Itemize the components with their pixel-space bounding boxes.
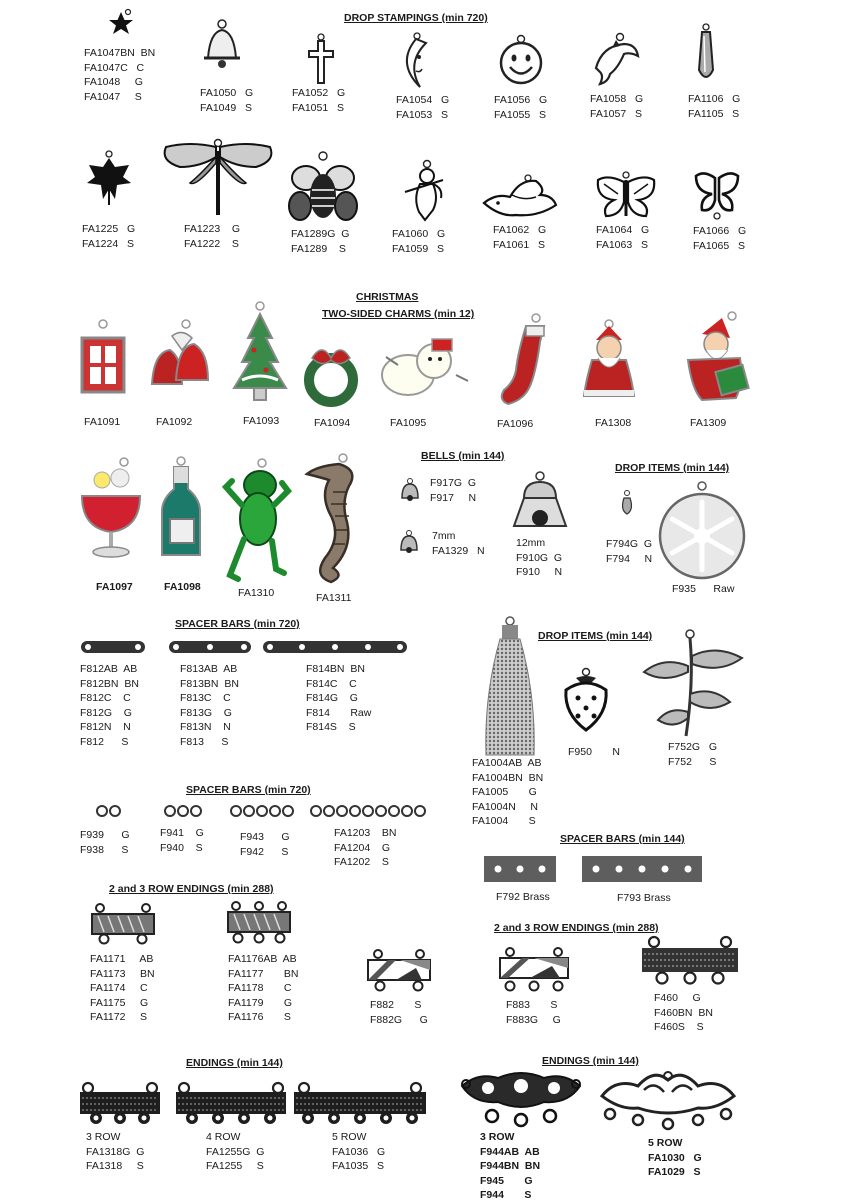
spacer-bar-5-hole-image	[262, 640, 408, 654]
textured-three-row-ending-image	[640, 934, 740, 988]
heading-spacer-bars-2: SPACER BARS (min 720)	[186, 784, 311, 796]
wreath-charm-image	[304, 338, 358, 408]
item-label: FA1054 G FA1053 S	[396, 94, 450, 121]
star-charm-image	[106, 8, 136, 38]
heading-drop-stampings: DROP STAMPINGS (min 720)	[344, 12, 488, 24]
item-label: FA1060 G FA1059 S	[392, 228, 446, 255]
item-label: FA1056 G FA1055 S	[494, 94, 548, 121]
item-label: FA1097	[96, 581, 133, 593]
butterfly-charm-image	[594, 170, 658, 220]
heading-two-sided-charms: TWO-SIDED CHARMS (min 12)	[322, 308, 475, 320]
item-label: FA1309	[690, 417, 727, 429]
item-label: FA1203 BN FA1204 G FA1202 S	[334, 827, 397, 868]
item-label: FA1092	[156, 416, 193, 428]
santa-gift-charm-image	[678, 310, 750, 406]
teardrop-charm-image	[693, 22, 719, 86]
item-label: FA1308	[595, 417, 632, 429]
moon-charm-image	[402, 31, 442, 91]
spacer-bar-2-hole-image	[80, 640, 146, 654]
item-label: F752G G F752 S	[668, 741, 718, 768]
small-bell-image-2	[397, 530, 421, 554]
heading-endings-2: ENDINGS (min 144)	[542, 1055, 639, 1067]
bell-charm-image	[198, 18, 246, 70]
heading-drop-items-2: DROP ITEMS (min 144)	[538, 630, 653, 642]
item-label: F935 Raw	[672, 583, 735, 595]
cross-charm-image	[306, 33, 336, 85]
ring-spacer-5-image	[228, 804, 298, 818]
item-label: FA1052 G FA1051 S	[292, 87, 346, 114]
item-label: FA1094	[314, 417, 351, 429]
item-label: FA1047BN BN FA1047C C FA1048 G FA1047 S	[84, 47, 156, 103]
item-label: F939 G F938 S	[80, 829, 130, 856]
four-row-ending-bar-image	[176, 1080, 286, 1126]
dragonfly-charm-image	[160, 137, 276, 217]
item-label: F460 G F460BN BN F460S S	[654, 992, 713, 1033]
snowflake-disc-image	[656, 480, 748, 582]
heading-bells: BELLS (min 144)	[421, 450, 505, 462]
item-label: F813AB AB F813BN BN F813C C F813G G F813N N F813 S	[180, 663, 239, 748]
ring-spacer-3-image	[162, 804, 206, 818]
leaf-charm-image	[85, 149, 135, 207]
item-label: FA1225 G FA1224 S	[82, 223, 136, 250]
item-label: F882 S F882G G	[370, 999, 428, 1026]
strawberry-charm-image	[560, 668, 612, 734]
item-label: FA1289G G FA1289 S	[291, 228, 350, 255]
item-label: FA1066 G FA1065 S	[693, 225, 747, 252]
heading-drop-items-1: DROP ITEMS (min 144)	[615, 462, 730, 474]
filigree-five-row-ending-image	[598, 1068, 738, 1132]
smiley-charm-image	[498, 34, 544, 86]
item-label: FA1098	[164, 581, 201, 593]
three-row-ending-bar-image	[80, 1080, 160, 1126]
item-label: F794G G F794 N	[606, 538, 653, 565]
item-label: F950 N	[568, 746, 620, 758]
item-label: FA1062 G FA1061 S	[493, 224, 547, 251]
holly-branch-charm-image	[642, 626, 744, 740]
item-label: F792 Brass	[496, 891, 550, 903]
item-label: FA1058 G FA1057 S	[590, 93, 644, 120]
bee-charm-image	[288, 150, 358, 226]
item-label: FA1223 G FA1222 S	[184, 223, 241, 250]
heading-spacer-bars-1: SPACER BARS (min 720)	[175, 618, 300, 630]
heading-row-endings-1: 2 and 3 ROW ENDINGS (min 288)	[109, 883, 274, 895]
item-label: F883 S F883G G	[506, 999, 561, 1026]
dolphin-charm-image	[590, 32, 642, 88]
frog-charm-image	[222, 457, 292, 583]
item-label: 7mm FA1329 N	[432, 530, 485, 557]
large-bell-image	[510, 470, 570, 536]
butterfly-outline-charm-image	[692, 168, 742, 220]
five-row-ending-bar-image	[294, 1080, 426, 1126]
heading-endings-1: ENDINGS (min 144)	[186, 1057, 283, 1069]
item-label: 5 ROW FA1036 G FA1035 S	[332, 1131, 386, 1172]
item-label: FA1096	[497, 418, 534, 430]
gift-box-charm-image	[78, 318, 128, 396]
item-label: F917G G F917 N	[430, 477, 477, 504]
ring-spacer-9-image	[308, 804, 432, 818]
heading-christmas: CHRISTMAS	[356, 291, 419, 303]
item-label: FA1004AB AB FA1004BN BN FA1005 G FA1004N N FA1004 S	[472, 757, 544, 827]
three-row-ending-image	[226, 900, 292, 946]
geometric-ending-image	[366, 948, 432, 992]
item-label: FA1093	[243, 415, 280, 427]
christmas-tree-charm-image	[228, 300, 292, 408]
small-drop-image	[620, 490, 634, 516]
item-label: 5 ROW FA1030 G FA1029 S	[648, 1137, 702, 1178]
geometric-three-row-ending-image	[498, 946, 570, 994]
seahorse-charm-image	[303, 452, 365, 588]
heading-spacer-bars-3: SPACER BARS (min 144)	[560, 833, 685, 845]
stocking-charm-image	[496, 312, 550, 412]
item-label: FA1095	[390, 417, 427, 429]
item-label: FA1064 G FA1063 S	[596, 224, 650, 251]
item-label: F812AB AB F812BN BN F812C C F812G G F812N N F812 S	[80, 663, 139, 748]
christmas-bells-charm-image	[146, 318, 212, 394]
santa-sitting-charm-image	[578, 318, 640, 402]
item-label: F941 G F940 S	[160, 827, 204, 854]
snowman-charm-image	[378, 335, 472, 399]
brass-spacer-3-image	[484, 856, 556, 882]
item-label: F943 G F942 S	[240, 831, 290, 858]
filigree-three-row-ending-image	[458, 1068, 584, 1130]
champagne-bottle-charm-image	[158, 455, 204, 559]
item-label: F793 Brass	[617, 892, 671, 904]
item-label: F814BN BN F814C C F814G G F814 Raw F814S S	[306, 663, 372, 733]
item-label: 3 ROW F944AB AB F944BN BN F945 G F944 S	[480, 1131, 541, 1201]
cupid-charm-image	[403, 158, 445, 222]
item-label: 12mm F910G G F910 N	[516, 537, 563, 578]
item-label: FA1091	[84, 416, 121, 428]
item-label: 4 ROW FA1255G G FA1255 S	[206, 1131, 265, 1172]
item-label: FA1106 G FA1105 S	[688, 93, 741, 120]
cocktail-glass-charm-image	[78, 456, 144, 560]
spacer-bar-3-hole-image	[168, 640, 252, 654]
ring-spacer-2-image	[94, 804, 124, 818]
small-bell-image-1	[398, 478, 422, 502]
item-label: FA1050 G FA1049 S	[200, 87, 254, 114]
item-label: 3 ROW FA1318G G FA1318 S	[86, 1131, 145, 1172]
item-label: FA1171 AB FA1173 BN FA1174 C FA1175 G FA1172 S	[90, 953, 155, 1023]
heading-row-endings-2: 2 and 3 ROW ENDINGS (min 288)	[494, 922, 659, 934]
mesh-tassel-image	[480, 615, 540, 759]
item-label: FA1176AB AB FA1177 BN FA1178 C FA1179 G FA1176 S	[228, 953, 299, 1023]
item-label: FA1310	[238, 587, 275, 599]
two-row-ending-image	[90, 902, 156, 946]
item-label: FA1311	[316, 592, 352, 604]
brass-spacer-5-image	[582, 856, 702, 882]
dove-charm-image	[480, 173, 560, 221]
